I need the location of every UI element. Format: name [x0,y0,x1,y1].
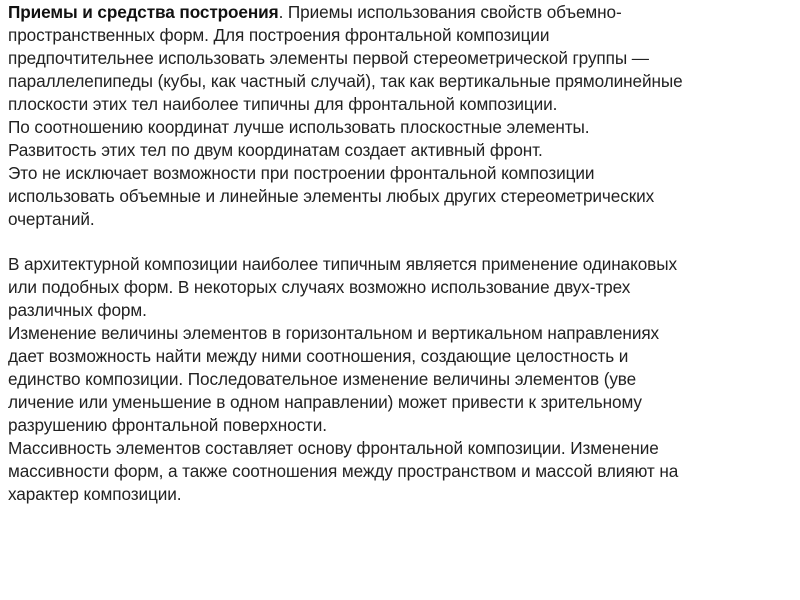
paragraph-architectural-composition [8,253,798,506]
text-line: личение или уменьшение в одном направлении) может привести к зрительному [8,392,642,412]
section-heading: Приемы и средства построения [8,2,279,22]
text-line: Это не исключает возможности при построении фронтальной композиции [8,163,595,183]
text-line: Изменение величины элементов в горизонтальном и вертикальном направлениях [8,323,660,343]
text-line: использовать объемные и линейные элементы любых других стереометрических [8,186,655,206]
text-line: Развитость этих тел по двум координатам создает активный фронт. [8,140,543,160]
text-line: предпочтительнее использовать элементы первой стереометрической группы — [8,48,649,68]
text-line: очертаний. [8,209,95,229]
text-line [8,1,798,24]
text-line: характер композиции. [8,484,182,504]
text-line: пространственных форм. Для построения фронтальной композиции [8,25,550,45]
paragraph-construction-techniques [8,1,798,231]
text-line: По соотношению координат лучше использовать плоскостные элементы. [8,117,590,137]
text-line: или подобных форм. В некоторых случаях возможно использование двух-трех [8,277,631,297]
text-line: плоскости этих тел наиболее типичны для фронтальной композиции. [8,94,558,114]
text-line: различных форм. [8,300,147,320]
text-line: массивности форм, а также соотношения между пространством и массой влияют на [8,461,679,481]
text-line: разрушению фронтальной поверхности. [8,415,327,435]
text-line: Массивность элементов составляет основу фронтальной композиции. Изменение [8,438,659,458]
text-line: В архитектурной композиции наиболее типичным является применение одинаковых [8,254,677,274]
text-line: единство композиции. Последовательное изменение величины элементов (уве [8,369,637,389]
text-line: дает возможность найти между ними соотношения, создающие целостность и [8,346,629,366]
text-line: параллелепипеды (кубы, как частный случай), так как вертикальные прямолинейные [8,71,683,91]
heading-continuation: . Приемы использования свойств объемно- [278,2,622,22]
